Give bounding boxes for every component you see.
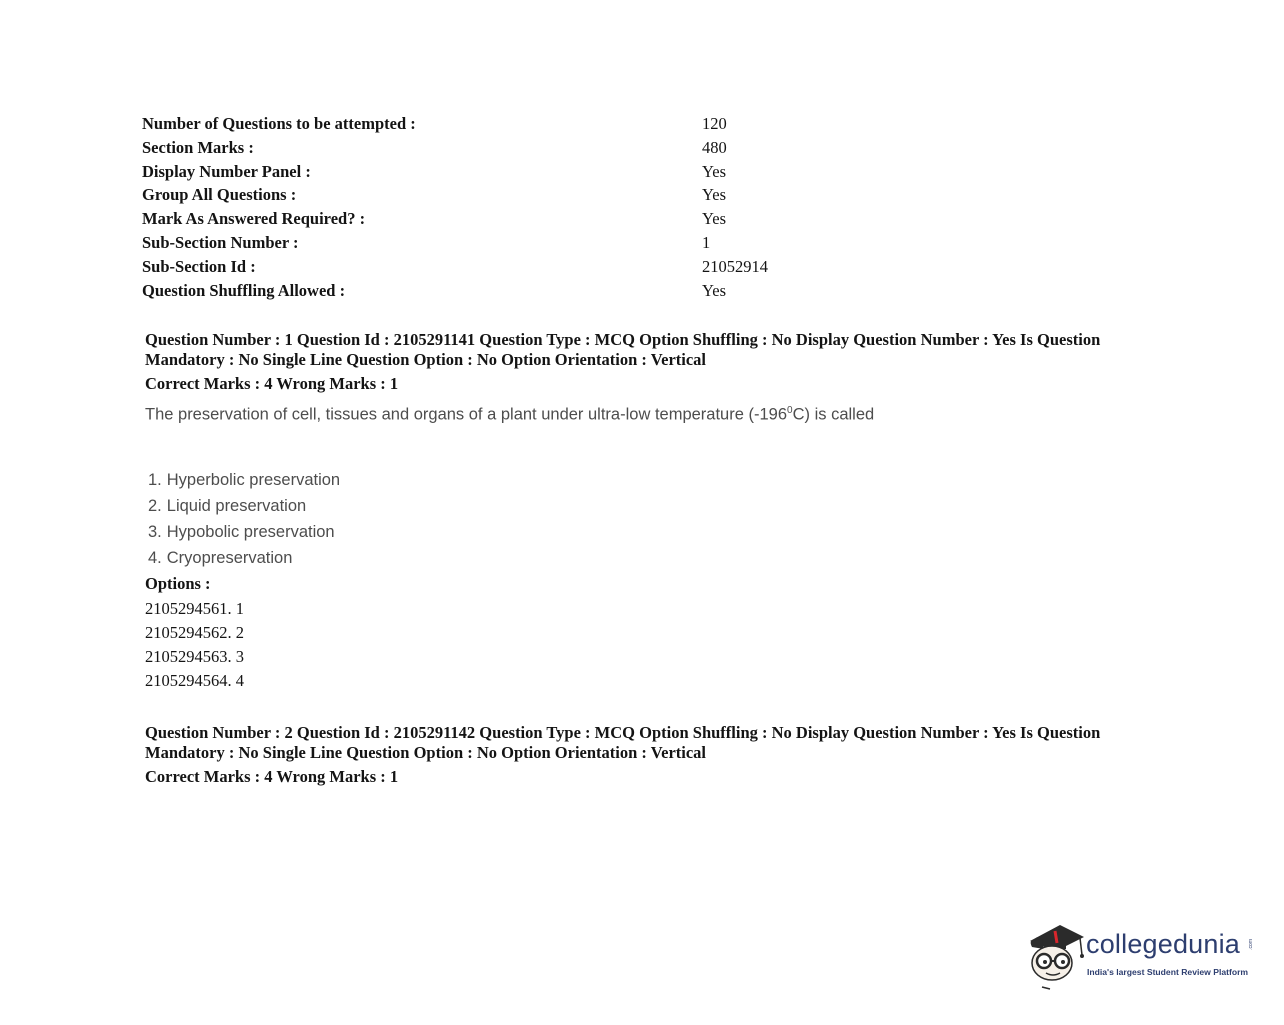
info-value: Yes: [702, 209, 727, 229]
logo-tagline: India's largest Student Review Platform: [1087, 967, 1249, 977]
choice-text: Cryopreservation: [166, 549, 293, 567]
logo-wordmark: collegedunia: [1086, 929, 1241, 959]
info-label: Section Marks :: [142, 137, 254, 157]
choice-text: Hypobolic preservation: [166, 523, 335, 541]
choice-item: [148, 467, 340, 493]
choice-number: 2.: [148, 497, 162, 515]
info-value: Yes: [702, 185, 727, 205]
info-value: 21052914: [702, 256, 768, 276]
choice-number: 3.: [148, 523, 162, 541]
question-text-part: The preservation of cell, tissues and organs of a plant under ultra-low temperature (-196: [145, 405, 788, 424]
info-label: Display Number Panel :: [142, 161, 311, 181]
info-label: Question Shuffling Allowed :: [142, 280, 346, 300]
question-2-marks: Correct Marks : 4 Wrong Marks : 1: [145, 767, 399, 786]
choice-item: [148, 493, 340, 519]
info-label: Number of Questions to be attempted :: [142, 114, 416, 133]
question-1-marks: Correct Marks : 4 Wrong Marks : 1: [145, 374, 399, 393]
option-id: 2105294564. 4: [145, 671, 244, 690]
info-value: 480: [702, 137, 727, 157]
info-value: Yes: [702, 161, 727, 181]
choice-text: Hyperbolic preservation: [166, 471, 341, 489]
question-text-part: C) is called: [792, 405, 875, 424]
option-id: 2105294561. 1: [145, 599, 244, 618]
question-text-superscript: 0: [787, 405, 793, 416]
option-id: 2105294562. 2: [145, 623, 244, 642]
choice-number: 4.: [148, 549, 162, 567]
option-id: 2105294563. 3: [145, 647, 244, 666]
choice-item: [148, 545, 340, 571]
info-label: Group All Questions :: [142, 185, 297, 205]
option-id-list: [145, 597, 244, 693]
info-label: Sub-Section Id :: [142, 256, 256, 276]
info-value: 1: [702, 232, 711, 252]
info-label: Mark As Answered Required? :: [142, 209, 366, 229]
collegedunia-logo: [1022, 915, 1262, 993]
choice-text: Liquid preservation: [166, 497, 307, 515]
question-2-header: Question Number : 2 Question Id : 2105291142 Question Type : MCQ Option Shuffling : No Display Question Number : Yes Is Question Mandatory : No Single Line Question Option : No Option Orientation : Vertical: [145, 723, 1101, 762]
choice-number: 1.: [148, 471, 162, 489]
options-title: Options :: [145, 574, 211, 593]
question-1-choices: [148, 467, 340, 571]
choice-item: [148, 519, 340, 545]
question-1-text: [145, 398, 885, 428]
question-1-header: Question Number : 1 Question Id : 2105291141 Question Type : MCQ Option Shuffling : No Display Question Number : Yes Is Question Mandatory : No Single Line Question Option : No Option Orientation : Vertical: [145, 330, 1101, 369]
student-mascot-icon: [1022, 917, 1086, 991]
info-label: Sub-Section Number :: [142, 232, 299, 252]
info-value: 120: [702, 114, 727, 133]
logo-suffix: .com: [1248, 939, 1254, 950]
info-value: Yes: [702, 280, 727, 300]
